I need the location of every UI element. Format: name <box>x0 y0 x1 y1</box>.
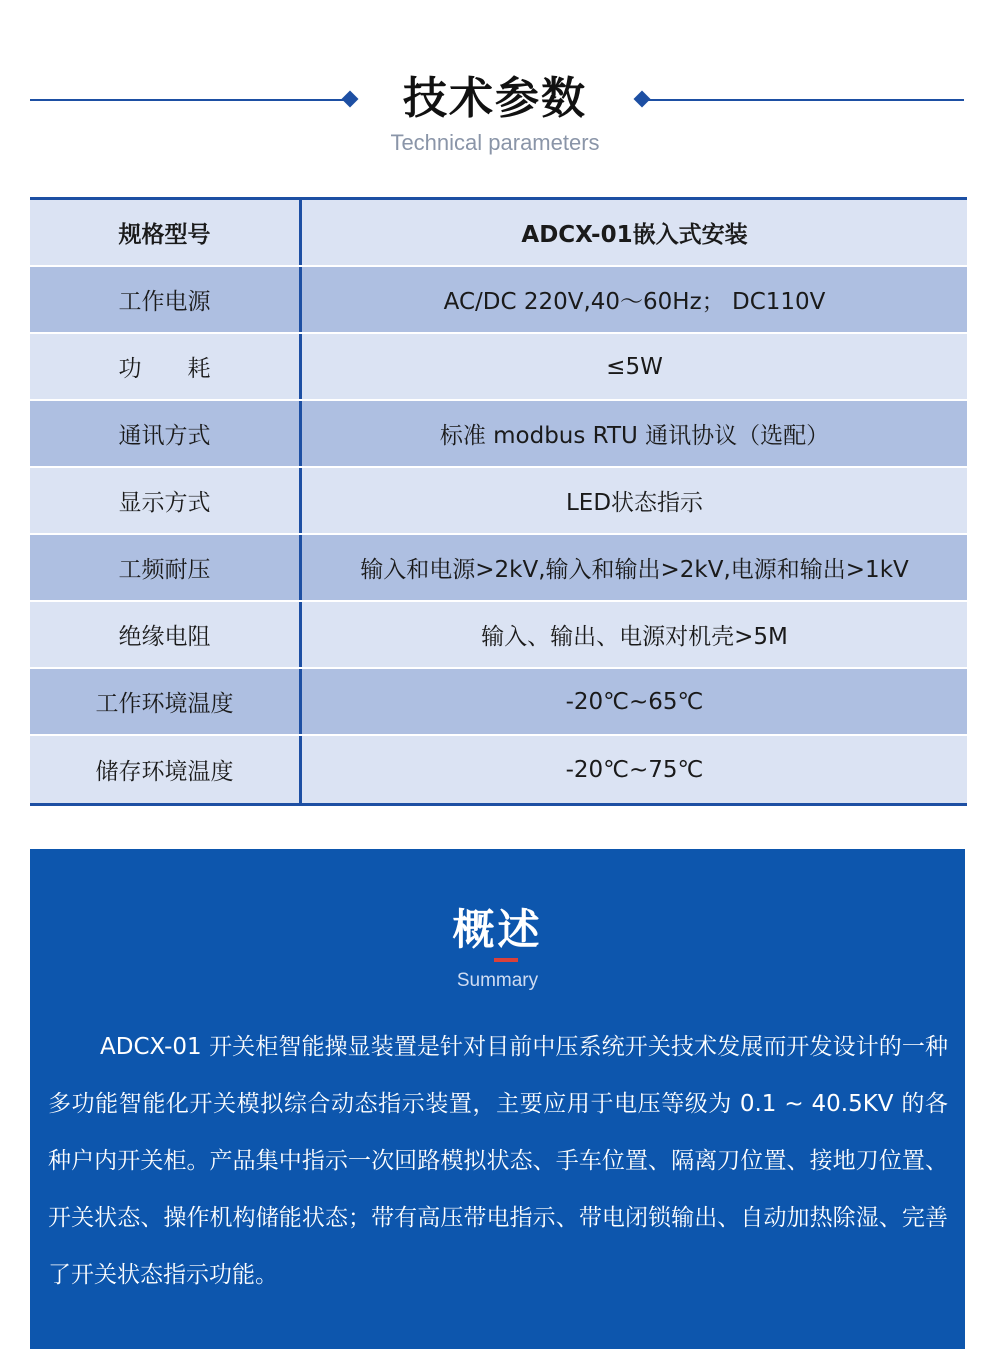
spec-table <box>30 197 967 806</box>
row-key-cell: 绝缘电阻 <box>30 602 302 667</box>
summary-panel <box>30 849 965 1349</box>
table-row <box>30 602 967 669</box>
header-key-cell: 规格型号 <box>30 200 302 265</box>
header-value-cell: ADCX-01嵌入式安装 <box>521 222 748 248</box>
row-key-cell: 工作环境温度 <box>30 669 302 734</box>
row-key-cell: 通讯方式 <box>30 401 302 466</box>
table-row <box>30 468 967 535</box>
section-subtitle: Technical parameters <box>390 130 600 155</box>
row-key-cell: 功 耗 <box>30 334 302 399</box>
row-key-cell: 工作电源 <box>30 267 302 332</box>
section-heading <box>0 0 990 190</box>
row-value-cell: LED状态指示 <box>565 490 704 516</box>
table-row <box>30 736 967 803</box>
heading-divider-right <box>644 99 964 101</box>
table-row <box>30 334 967 401</box>
row-key-cell: 储存环境温度 <box>30 736 302 803</box>
row-value-cell: 输入、输出、电源对机壳>5M <box>481 624 788 650</box>
row-value-cell: -20℃~75℃ <box>565 756 704 783</box>
summary-title: 概述 <box>452 905 543 954</box>
table-row <box>30 401 967 468</box>
table-row <box>30 669 967 736</box>
table-row <box>30 267 967 334</box>
summary-subtitle: Summary <box>456 970 539 991</box>
row-value-cell: ≤5W <box>606 353 663 380</box>
summary-paragraph: ADCX-01 开关柜智能操显装置是针对目前中压系统开关技术发展而开发设计的一种多功能智能化开关模拟综合动态指示装置，主要应用于电压等级为 0.1 ~ 40.5KV 的各种户内开关柜。产品集中指示一次回路模拟状态、手车位置、隔离刀位置、接地刀位置、开关状态、操作机构储能状态；带有高压带电指示、带电闭锁输出、自动加热除湿、完善了开关状态指示功能。 <box>48 1034 948 1288</box>
row-value-cell: 输入和电源>2kV,输入和输出>2kV,电源和输出>1kV <box>360 557 909 583</box>
table-row <box>30 535 967 602</box>
summary-accent-bar <box>494 958 518 962</box>
row-value-cell: AC/DC 220V,40～60Hz； DC110V <box>443 289 826 315</box>
table-header-row <box>30 200 967 267</box>
row-value-cell: -20℃~65℃ <box>565 688 704 715</box>
section-title: 技术参数 <box>403 73 587 124</box>
row-value-cell: 标准 modbus RTU 通讯协议（选配） <box>439 423 830 449</box>
row-key-cell: 显示方式 <box>30 468 302 533</box>
row-key-cell: 工频耐压 <box>30 535 302 600</box>
